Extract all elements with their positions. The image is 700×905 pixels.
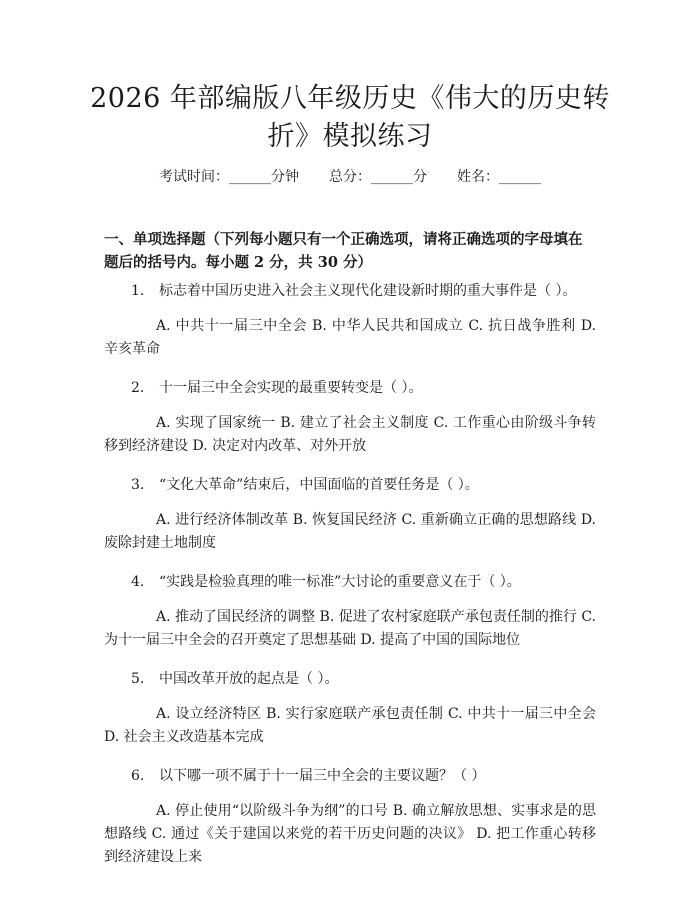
exam-time-blank: ______ xyxy=(229,169,271,185)
question-options: A. 进行经济体制改革 B. 恢复国民经济 C. 重新确立正确的思想路线 D. 废除封建土地制度 xyxy=(104,512,596,551)
exam-time-label: 考试时间： xyxy=(159,169,229,185)
page-title: 2026 年部编版八年级历史《伟大的历史转折》模拟练习 xyxy=(90,83,610,152)
question-options: A. 停止使用“以阶级斗争为纲”的口号 B. 确立解放思想、实事求是的思想路线 C. 通过《关于建国以来党的若干历史问题的决议》 D. 把工作重心转移到经济建设上来 xyxy=(104,803,596,865)
question-item xyxy=(104,377,596,458)
question-stem xyxy=(104,280,596,302)
question-options: A. 中共十一届三中全会 B. 中华人民共和国成立 C. 抗日战争胜利 D. 辛亥革命 xyxy=(104,318,596,357)
total-score-field xyxy=(329,166,427,188)
section-heading: 一、单项选择题（下列每小题只有一个正确选项，请将正确选项的字母填在题后的括号内。每小题 2 分，共 30 分） xyxy=(104,231,583,271)
exam-info-line xyxy=(0,166,700,188)
question-text: 标志着中国历史进入社会主义现代化建设新时期的重大事件是（ ）。 xyxy=(159,283,577,299)
student-name-blank: ______ xyxy=(499,169,541,185)
question-number: 1. xyxy=(131,283,145,299)
exam-time-unit: 分钟 xyxy=(271,169,299,185)
question-text: “文化大革命”结束后，中国面临的首要任务是（ ）。 xyxy=(159,477,479,493)
question-item xyxy=(104,474,596,555)
question-stem xyxy=(104,377,596,399)
question-list xyxy=(104,280,596,885)
question-text: 中国改革开放的起点是（ ）。 xyxy=(159,671,339,687)
student-name-label: 姓名： xyxy=(457,169,499,185)
question-text: 以下哪一项不属于十一届三中全会的主要议题？（ ） xyxy=(159,768,486,784)
total-score-unit: 分 xyxy=(413,169,427,185)
question-number: 4. xyxy=(131,574,145,590)
question-number: 3. xyxy=(131,477,145,493)
question-text: “实践是检验真理的唯一标准”大讨论的重要意义在于（ ）。 xyxy=(159,574,521,590)
student-name-field xyxy=(457,166,541,188)
question-item xyxy=(104,280,596,361)
question-stem xyxy=(104,765,596,787)
question-options: A. 推动了国民经济的调整 B. 促进了农村家庭联产承包责任制的推行 C. 为十一届三中全会的召开奠定了思想基础 D. 提高了中国的国际地位 xyxy=(104,609,596,648)
question-stem xyxy=(104,474,596,496)
question-options: A. 实现了国家统一 B. 建立了社会主义制度 C. 工作重心由阶级斗争转移到经济建设 D. 决定对内改革、对外开放 xyxy=(104,415,596,454)
question-options: A. 设立经济特区 B. 实行家庭联产承包责任制 C. 中共十一届三中全会 D. 社会主义改造基本完成 xyxy=(104,706,596,745)
question-text: 十一届三中全会实现的最重要转变是（ ）。 xyxy=(159,380,423,396)
question-item xyxy=(104,668,596,749)
total-score-label: 总分： xyxy=(329,169,371,185)
total-score-blank: ______ xyxy=(371,169,413,185)
question-stem xyxy=(104,571,596,593)
question-stem xyxy=(104,668,596,690)
question-number: 2. xyxy=(131,380,145,396)
question-number: 5. xyxy=(131,671,145,687)
exam-time-field xyxy=(159,166,299,188)
question-item xyxy=(104,765,596,869)
question-item xyxy=(104,571,596,652)
question-number: 6. xyxy=(131,768,145,784)
